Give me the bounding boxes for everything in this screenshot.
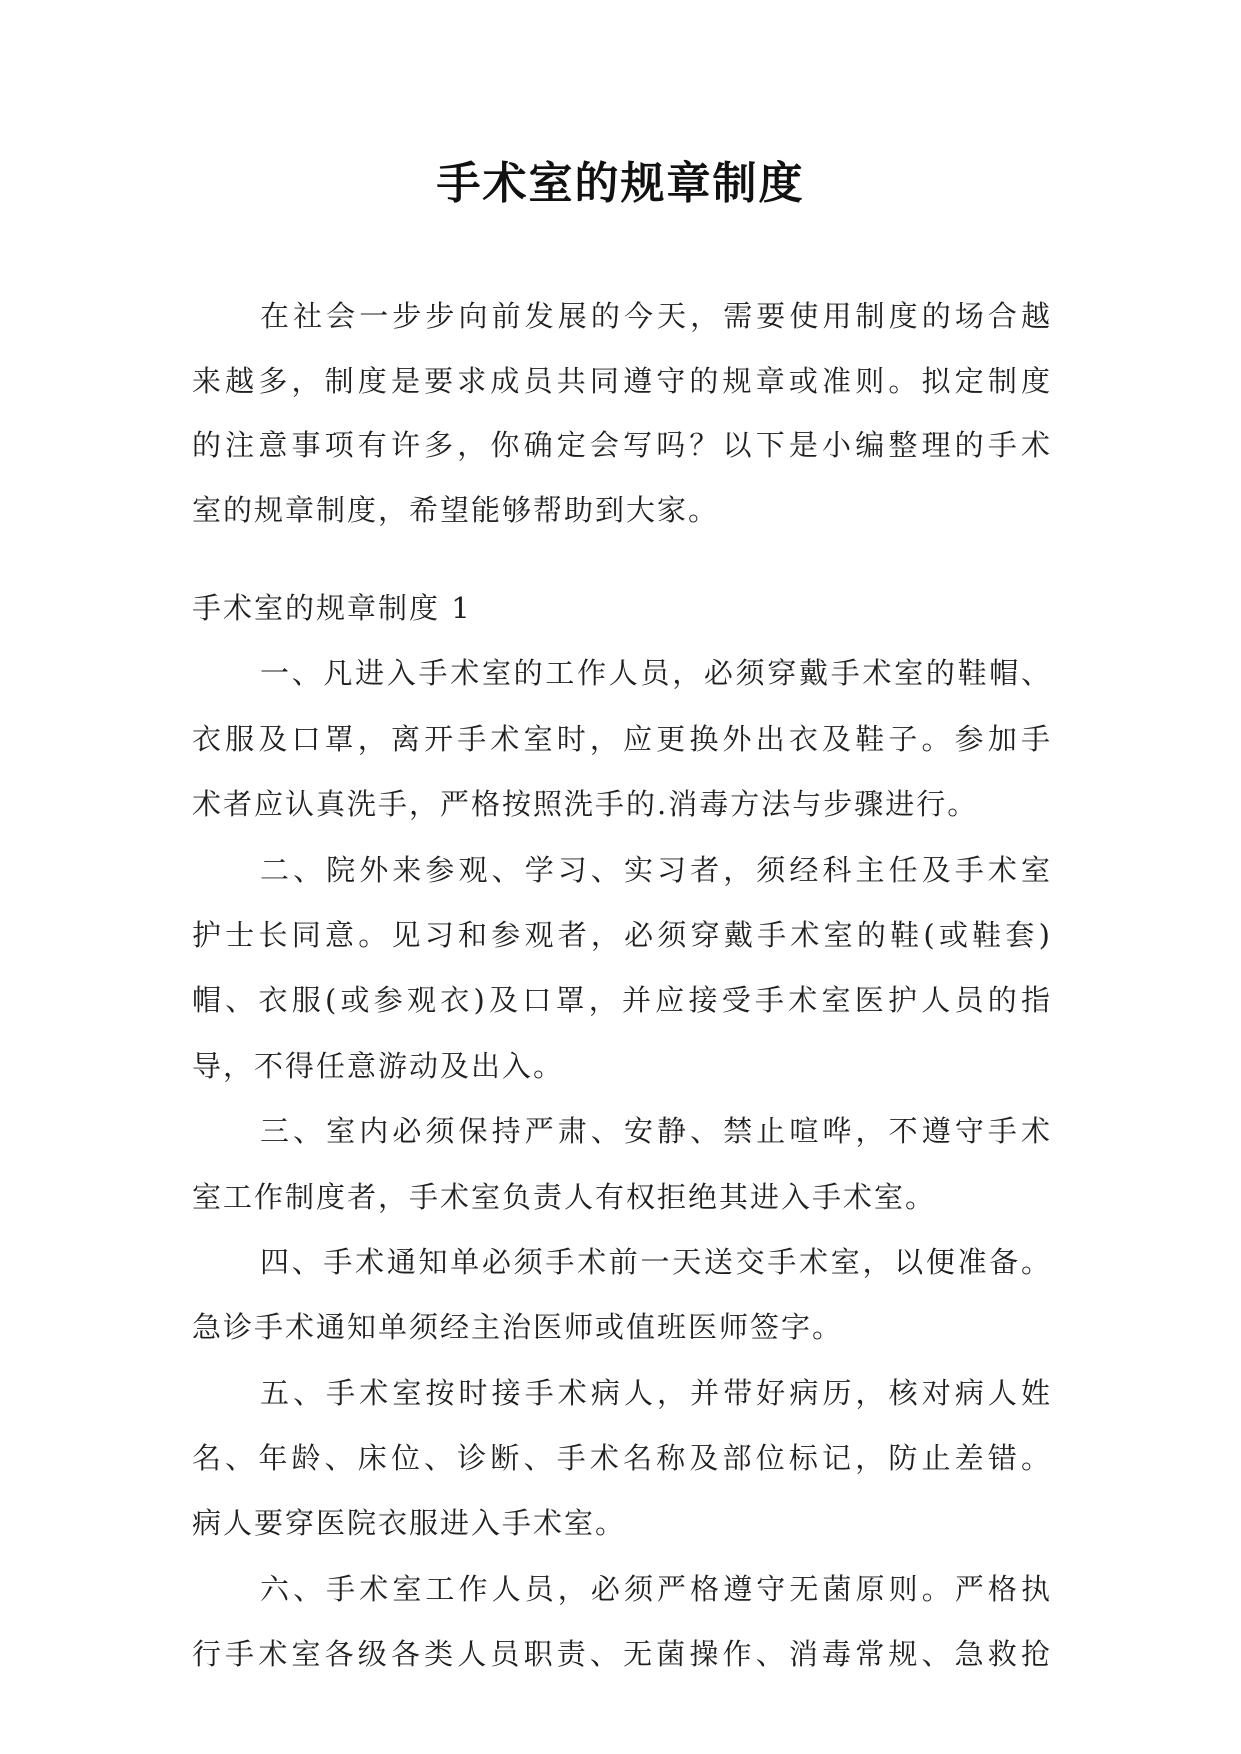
rule-line: 名、年龄、床位、诊断、手术名称及部位标记，防止差错。 — [192, 1441, 1052, 1476]
page-title: 手术室的规章制度 — [436, 158, 805, 209]
intro-line: 的注意事项有许多，你确定会写吗？以下是小编整理的手术 — [192, 428, 1052, 463]
rule-line: 术者应认真洗手，严格按照洗手的.消毒方法与步骤进行。 — [192, 787, 979, 822]
rule-line: 急诊手术通知单须经主治医师或值班医师签字。 — [192, 1310, 844, 1345]
rule-line: 四、手术通知单必须手术前一天送交手术室，以便准备。 — [260, 1244, 1052, 1279]
rule-item-2 — [192, 838, 1052, 1100]
section-heading: 手术室的规章制度 1 — [192, 591, 472, 625]
rule-line: 行手术室各级各类人员职责、无菌操作、消毒常规、急救抢 — [192, 1637, 1052, 1672]
rule-line: 帽、衣服(或参观衣)及口罩，并应接受手术室医护人员的指 — [192, 983, 1052, 1018]
intro-line: 室的规章制度，希望能够帮助到大家。 — [192, 493, 720, 528]
rule-line: 衣服及口罩，离开手术室时，应更换外出衣及鞋子。参加手 — [192, 721, 1052, 756]
rule-line: 六、手术室工作人员，必须严格遵守无菌原则。严格执 — [260, 1571, 1052, 1606]
rule-item-5 — [192, 1361, 1052, 1557]
rule-line: 一、凡进入手术室的工作人员，必须穿戴手术室的鞋帽、 — [260, 656, 1052, 691]
rules-section — [192, 576, 1052, 1688]
rule-line: 五、手术室按时接手术病人，并带好病历，核对病人姓 — [260, 1375, 1052, 1410]
rule-item-3 — [192, 1099, 1052, 1230]
rule-line: 导，不得任意游动及出入。 — [192, 1048, 565, 1083]
rule-line: 护士长同意。见习和参观者，必须穿戴手术室的鞋(或鞋套) — [192, 917, 1052, 952]
rule-line: 室工作制度者，手术室负责人有权拒绝其进入手术室。 — [192, 1179, 937, 1214]
intro-paragraph — [192, 284, 1052, 543]
intro-line: 在社会一步步向前发展的今天，需要使用制度的场合越 — [260, 299, 1052, 333]
rule-line: 二、院外来参观、学习、实习者，须经科主任及手术室 — [260, 852, 1052, 887]
intro-line: 来越多，制度是要求成员共同遵守的规章或准则。拟定制度 — [192, 363, 1052, 398]
rule-item-1 — [192, 641, 1052, 837]
rule-line: 病人要穿医院衣服进入手术室。 — [192, 1506, 627, 1541]
rule-item-6 — [192, 1557, 1052, 1688]
rule-item-4 — [192, 1230, 1052, 1361]
rule-line: 三、室内必须保持严肃、安静、禁止喧哗，不遵守手术 — [260, 1114, 1052, 1149]
